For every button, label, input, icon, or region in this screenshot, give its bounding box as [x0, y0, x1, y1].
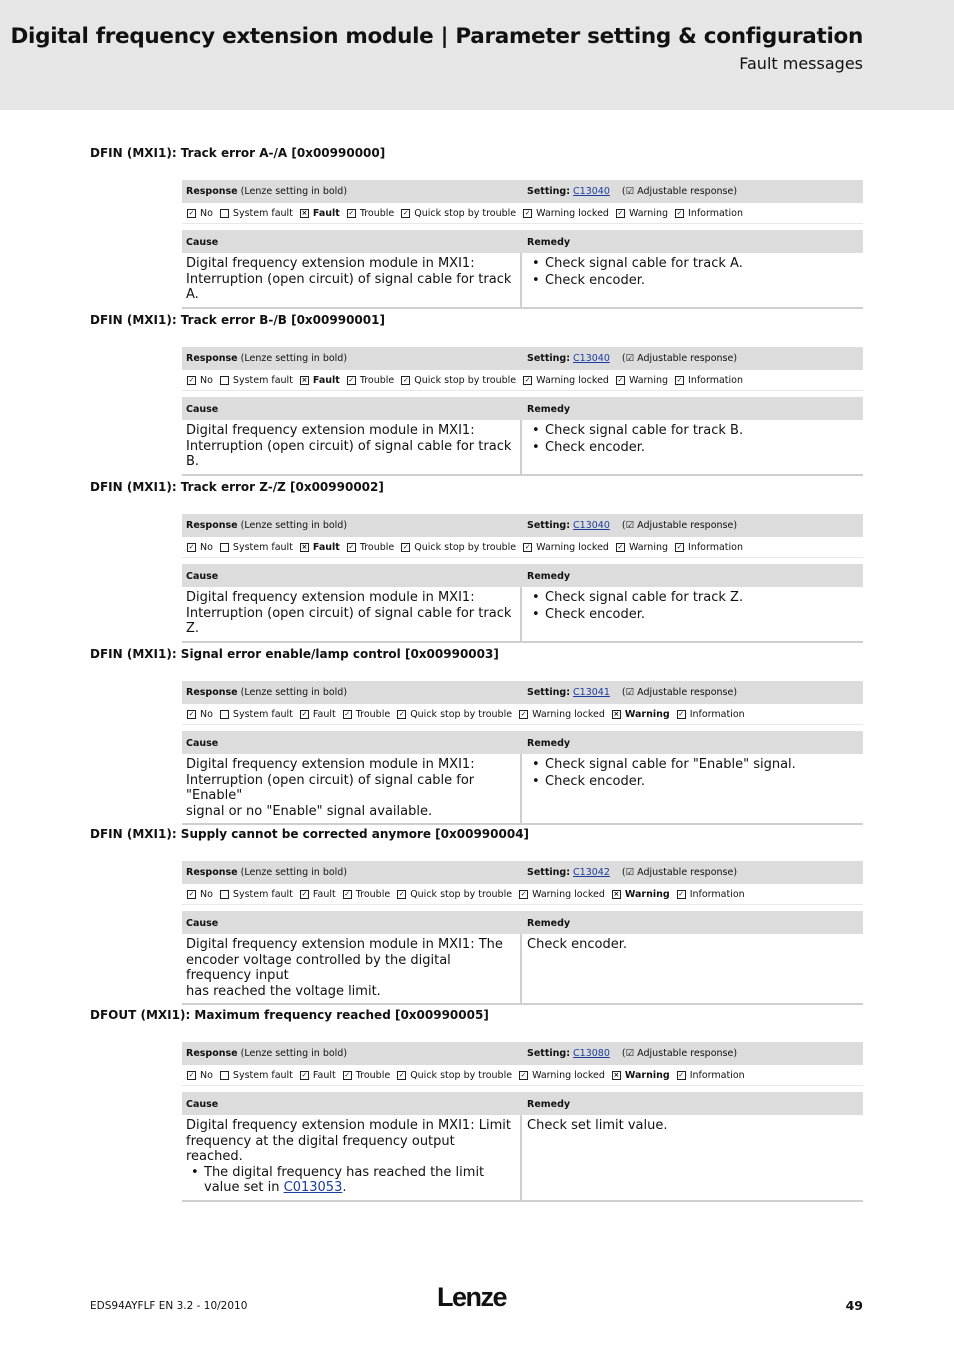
checked-checkbox-icon: ✓: [348, 542, 355, 551]
option-label: No: [200, 207, 213, 219]
setting-code-link[interactable]: C13041: [573, 687, 610, 698]
selected-checkbox-icon: ×: [613, 709, 620, 718]
cause-remedy-header: [182, 397, 863, 420]
section-title: DFIN (MXI1): Track error Z-/Z [0x00990002]: [90, 480, 384, 494]
response-option-warning-locked: [519, 889, 605, 900]
checked-checkbox-icon: ✓: [617, 208, 624, 217]
checked-checkbox-icon: ✓: [402, 208, 409, 217]
adjustable-note: (☑ Adjustable response): [621, 186, 738, 197]
lenze-logo: Lenze: [437, 1282, 507, 1312]
section-title: DFIN (MXI1): Signal error enable/lamp control [0x00990003]: [90, 647, 499, 661]
adjustable-note: (☑ Adjustable response): [621, 867, 738, 878]
cause-header: Cause: [186, 237, 219, 248]
remedy-cell: [522, 1115, 863, 1200]
adjustable-note: (☑ Adjustable response): [621, 520, 738, 531]
option-label: Warning locked: [536, 541, 609, 553]
cause-cell: [182, 587, 522, 641]
option-label: Information: [689, 888, 745, 900]
remedy-header: Remedy: [527, 571, 571, 582]
response-option-fault: [300, 375, 340, 386]
response-option-trouble: [343, 889, 390, 900]
response-option-quick-stop-by-trouble: [397, 889, 512, 900]
setting-label: Setting:: [527, 186, 570, 197]
option-label: Fault: [312, 888, 336, 900]
response-option-system-fault: [220, 542, 293, 553]
option-label: Warning locked: [532, 708, 605, 720]
remedy-header: Remedy: [527, 237, 571, 248]
checked-checkbox-icon: ✓: [188, 375, 195, 384]
option-label: Trouble: [359, 374, 395, 386]
response-bold-label: Response: [186, 1048, 238, 1059]
option-label: No: [200, 888, 213, 900]
page-title: Digital frequency extension module | Parameter setting & configuration: [10, 24, 863, 49]
adjustable-note: (☑ Adjustable response): [621, 353, 738, 364]
option-label: System fault: [232, 541, 293, 553]
response-label: [186, 687, 347, 698]
setting-code-link[interactable]: C13040: [573, 186, 610, 197]
option-label: Trouble: [355, 1069, 391, 1081]
response-label: [186, 353, 347, 364]
option-label: System fault: [232, 374, 293, 386]
cause-remedy-table: [182, 564, 863, 643]
cause-line: Interruption (open circuit) of signal cable for track A.: [186, 271, 512, 302]
cause-line: Digital frequency extension module in MXI1:: [186, 757, 475, 772]
cause-remedy-table: [182, 1092, 863, 1202]
checked-checkbox-icon: ✓: [398, 889, 405, 898]
cause-remedy-header: [182, 731, 863, 754]
cause-line: Digital frequency extension module in MXI1:: [186, 256, 475, 271]
cause-remedy-row: [182, 934, 863, 1005]
option-label: System fault: [232, 1069, 293, 1081]
empty-checkbox-icon: [220, 710, 229, 719]
response-option-warning: [616, 208, 668, 219]
option-label: Information: [689, 708, 745, 720]
option-label: No: [200, 708, 213, 720]
response-note: (Lenze setting in bold): [240, 186, 348, 197]
option-label: No: [200, 1069, 213, 1081]
response-option-warning-locked: [523, 208, 609, 219]
cause-line: Digital frequency extension module in MXI1:: [186, 590, 475, 605]
cause-cell: [182, 420, 522, 474]
selected-checkbox-icon: ×: [613, 889, 620, 898]
setting-label: Setting:: [527, 687, 570, 698]
remedy-header: Remedy: [527, 918, 571, 929]
response-table: [182, 514, 863, 558]
response-option-system-fault: [220, 889, 293, 900]
response-option-trouble: [347, 542, 394, 553]
cause-line: Digital frequency extension module in MXI1:: [186, 423, 475, 438]
cause-line: Interruption (open circuit) of signal cable for track Z.: [186, 605, 512, 636]
cause-header: Cause: [186, 918, 219, 929]
checked-checkbox-icon: ✓: [348, 375, 355, 384]
cause-bullet-text: The digital frequency has reached the limit value set in: [204, 1164, 485, 1195]
remedy-header: Remedy: [527, 738, 571, 749]
response-note: (Lenze setting in bold): [240, 867, 348, 878]
setting-label: Setting:: [527, 353, 570, 364]
response-option-warning-locked: [519, 709, 605, 720]
checked-checkbox-icon: ✓: [402, 375, 409, 384]
option-label: Warning locked: [536, 374, 609, 386]
cause-bullet-suffix: .: [342, 1180, 347, 1195]
response-label: [186, 1048, 347, 1059]
remedy-cell: [522, 253, 863, 307]
remedy-text: Check encoder.: [527, 937, 627, 952]
response-option-quick-stop-by-trouble: [401, 208, 516, 219]
response-options: [182, 1065, 863, 1086]
option-label: Quick stop by trouble: [410, 708, 513, 720]
response-option-no: [187, 889, 213, 900]
checked-checkbox-icon: ✓: [678, 889, 685, 898]
checked-checkbox-icon: ✓: [301, 709, 308, 718]
option-label: Warning locked: [532, 1069, 605, 1081]
option-label: Quick stop by trouble: [414, 541, 517, 553]
response-option-warning-locked: [519, 1070, 605, 1081]
cause-remedy-row: [182, 253, 863, 309]
response-header: [182, 681, 863, 704]
cause-line: signal or no "Enable" signal available.: [186, 803, 433, 819]
empty-checkbox-icon: [220, 376, 229, 385]
checked-checkbox-icon: ✓: [617, 375, 624, 384]
response-note: (Lenze setting in bold): [240, 520, 348, 531]
option-label: Fault: [312, 207, 340, 219]
remedy-cell: [522, 754, 863, 823]
option-label: Trouble: [359, 541, 395, 553]
selected-checkbox-icon: ×: [301, 375, 308, 384]
remedy-bullet: • Check encoder.: [527, 440, 858, 457]
checked-checkbox-icon: ✓: [678, 709, 685, 718]
adjustable-note: (☑ Adjustable response): [621, 1048, 738, 1059]
cause-remedy-header: [182, 1092, 863, 1115]
setting-info: [527, 353, 737, 364]
option-label: Warning locked: [532, 888, 605, 900]
cause-remedy-row: [182, 420, 863, 476]
setting-code-link[interactable]: C13042: [573, 867, 610, 878]
response-bold-label: Response: [186, 186, 238, 197]
setting-info: [527, 1048, 737, 1059]
option-label: Warning: [628, 207, 669, 219]
response-option-quick-stop-by-trouble: [397, 1070, 512, 1081]
cause-remedy-table: [182, 911, 863, 1005]
response-header: [182, 1042, 863, 1065]
checked-checkbox-icon: ✓: [676, 208, 683, 217]
response-option-fault: [300, 208, 340, 219]
response-header: [182, 861, 863, 884]
checked-checkbox-icon: ✓: [188, 542, 195, 551]
response-header: [182, 347, 863, 370]
option-label: Information: [688, 207, 744, 219]
checked-checkbox-icon: ✓: [676, 375, 683, 384]
checked-checkbox-icon: ✓: [398, 1070, 405, 1079]
document-id: EDS94AYFLF EN 3.2 - 10/2010: [90, 1300, 248, 1312]
response-option-warning: [612, 709, 670, 720]
checked-checkbox-icon: ✓: [344, 1070, 351, 1079]
remedy-header: Remedy: [527, 404, 571, 415]
response-label: [186, 186, 347, 197]
adjustable-note: (☑ Adjustable response): [621, 687, 738, 698]
cause-remedy-table: [182, 397, 863, 476]
cause-parameter-link[interactable]: C013053: [283, 1180, 343, 1195]
checked-checkbox-icon: ✓: [520, 1070, 527, 1079]
remedy-bullets: [527, 757, 858, 790]
empty-checkbox-icon: [220, 890, 229, 899]
response-option-information: [675, 208, 743, 219]
setting-info: [527, 520, 737, 531]
option-label: Warning: [628, 541, 669, 553]
response-option-system-fault: [220, 375, 293, 386]
checked-checkbox-icon: ✓: [520, 889, 527, 898]
cause-remedy-header: [182, 564, 863, 587]
checked-checkbox-icon: ✓: [188, 889, 195, 898]
option-label: System fault: [232, 207, 293, 219]
option-label: Quick stop by trouble: [414, 374, 517, 386]
response-note: (Lenze setting in bold): [240, 687, 348, 698]
response-table: [182, 347, 863, 391]
response-note: (Lenze setting in bold): [240, 1048, 348, 1059]
response-option-system-fault: [220, 1070, 293, 1081]
remedy-cell: [522, 420, 863, 474]
setting-label: Setting:: [527, 867, 570, 878]
cause-header: Cause: [186, 738, 219, 749]
cause-cell: [182, 1115, 522, 1200]
cause-remedy-table: [182, 230, 863, 309]
response-note: (Lenze setting in bold): [240, 353, 348, 364]
response-option-trouble: [343, 1070, 390, 1081]
response-option-no: [187, 542, 213, 553]
response-options: [182, 203, 863, 224]
response-option-information: [677, 889, 745, 900]
response-bold-label: Response: [186, 867, 238, 878]
selected-checkbox-icon: ×: [613, 1070, 620, 1079]
response-option-no: [187, 375, 213, 386]
checked-checkbox-icon: ✓: [524, 542, 531, 551]
setting-label: Setting:: [527, 1048, 570, 1059]
remedy-bullets: [527, 256, 858, 289]
cause-bullets: [186, 1165, 515, 1196]
cause-header: Cause: [186, 1099, 219, 1110]
option-label: Fault: [312, 541, 340, 553]
checked-checkbox-icon: ✓: [301, 1070, 308, 1079]
selected-checkbox-icon: ×: [301, 208, 308, 217]
response-table: [182, 1042, 863, 1086]
checked-checkbox-icon: ✓: [617, 542, 624, 551]
section-title: DFIN (MXI1): Track error B-/B [0x00990001]: [90, 313, 385, 327]
setting-info: [527, 867, 737, 878]
option-label: Trouble: [359, 207, 395, 219]
section-title: DFOUT (MXI1): Maximum frequency reached [0x00990005]: [90, 1008, 489, 1022]
option-label: Warning: [628, 374, 669, 386]
selected-checkbox-icon: ×: [301, 542, 308, 551]
response-bold-label: Response: [186, 687, 238, 698]
response-table: [182, 861, 863, 905]
cause-remedy-header: [182, 911, 863, 934]
option-label: Quick stop by trouble: [410, 1069, 513, 1081]
remedy-bullets: [527, 590, 858, 623]
option-label: Warning locked: [536, 207, 609, 219]
cause-bullet: [186, 1165, 515, 1196]
response-option-warning: [612, 889, 670, 900]
checked-checkbox-icon: ✓: [524, 375, 531, 384]
cause-line: has reached the voltage limit.: [186, 983, 381, 999]
remedy-cell: [522, 587, 863, 641]
remedy-cell: [522, 934, 863, 1003]
checked-checkbox-icon: ✓: [348, 208, 355, 217]
response-option-system-fault: [220, 709, 293, 720]
response-options: [182, 370, 863, 391]
setting-code-link[interactable]: C13080: [573, 1048, 610, 1059]
cause-remedy-row: [182, 1115, 863, 1202]
remedy-bullet: • Check encoder.: [527, 774, 858, 791]
cause-remedy-table: [182, 731, 863, 825]
response-options: [182, 884, 863, 905]
checked-checkbox-icon: ✓: [188, 709, 195, 718]
cause-line: frequency at the digital frequency output reached.: [186, 1133, 455, 1164]
empty-checkbox-icon: [220, 543, 229, 552]
option-label: No: [200, 541, 213, 553]
response-option-information: [675, 375, 743, 386]
response-option-warning-locked: [523, 542, 609, 553]
option-label: Fault: [312, 374, 340, 386]
remedy-bullets: [527, 423, 858, 456]
remedy-bullet: • Check encoder.: [527, 273, 858, 290]
section-title: DFIN (MXI1): Supply cannot be corrected anymore [0x00990004]: [90, 827, 530, 841]
cause-line: encoder voltage controlled by the digital frequency input: [186, 952, 451, 983]
checked-checkbox-icon: ✓: [301, 889, 308, 898]
option-label: Information: [688, 541, 744, 553]
empty-checkbox-icon: [220, 209, 229, 218]
option-label: Information: [688, 374, 744, 386]
section-title: DFIN (MXI1): Track error A-/A [0x00990000]: [90, 146, 386, 160]
checked-checkbox-icon: ✓: [524, 208, 531, 217]
option-label: System fault: [232, 708, 293, 720]
response-bold-label: Response: [186, 353, 238, 364]
option-label: No: [200, 374, 213, 386]
checked-checkbox-icon: ✓: [520, 709, 527, 718]
response-bold-label: Response: [186, 520, 238, 531]
response-option-trouble: [347, 208, 394, 219]
empty-checkbox-icon: [220, 1071, 229, 1080]
option-label: Quick stop by trouble: [414, 207, 517, 219]
option-label: Trouble: [355, 888, 391, 900]
option-label: Warning: [624, 708, 670, 720]
cause-cell: [182, 754, 522, 823]
response-header: [182, 180, 863, 203]
remedy-bullet: • Check encoder.: [527, 607, 858, 624]
response-option-quick-stop-by-trouble: [401, 375, 516, 386]
cause-line: Digital frequency extension module in MXI1: Limit: [186, 1118, 511, 1133]
response-option-system-fault: [220, 208, 293, 219]
response-option-no: [187, 709, 213, 720]
response-option-trouble: [347, 375, 394, 386]
remedy-bullet: • Check signal cable for track B.: [527, 423, 858, 440]
cause-header: Cause: [186, 404, 219, 415]
option-label: Quick stop by trouble: [410, 888, 513, 900]
cause-remedy-header: [182, 230, 863, 253]
response-option-fault: [300, 542, 340, 553]
setting-code-link[interactable]: C13040: [573, 353, 610, 364]
response-option-quick-stop-by-trouble: [401, 542, 516, 553]
option-label: Warning: [624, 1069, 670, 1081]
setting-info: [527, 186, 737, 197]
option-label: Fault: [312, 708, 336, 720]
cause-header: Cause: [186, 571, 219, 582]
page-subtitle: Fault messages: [739, 54, 863, 73]
option-label: Warning: [624, 888, 670, 900]
response-option-warning: [616, 375, 668, 386]
response-label: [186, 520, 347, 531]
response-table: [182, 180, 863, 224]
response-options: [182, 537, 863, 558]
response-option-fault: [300, 889, 336, 900]
response-option-information: [677, 1070, 745, 1081]
checked-checkbox-icon: ✓: [402, 542, 409, 551]
response-option-warning: [616, 542, 668, 553]
cause-remedy-row: [182, 587, 863, 643]
response-option-warning-locked: [523, 375, 609, 386]
cause-line: Interruption (open circuit) of signal cable for track B.: [186, 438, 512, 469]
response-option-no: [187, 1070, 213, 1081]
page-number: 49: [845, 1298, 863, 1313]
remedy-header: Remedy: [527, 1099, 571, 1110]
option-label: System fault: [232, 888, 293, 900]
option-label: Trouble: [355, 708, 391, 720]
checked-checkbox-icon: ✓: [344, 709, 351, 718]
cause-cell: [182, 934, 522, 1003]
response-option-warning: [612, 1070, 670, 1081]
response-option-trouble: [343, 709, 390, 720]
response-option-no: [187, 208, 213, 219]
cause-cell: [182, 253, 522, 307]
checked-checkbox-icon: ✓: [188, 1070, 195, 1079]
response-option-quick-stop-by-trouble: [397, 709, 512, 720]
response-label: [186, 867, 347, 878]
response-header: [182, 514, 863, 537]
response-table: [182, 681, 863, 725]
page-header: [0, 0, 954, 110]
setting-info: [527, 687, 737, 698]
cause-remedy-row: [182, 754, 863, 825]
setting-code-link[interactable]: C13040: [573, 520, 610, 531]
remedy-bullet: • Check signal cable for track A.: [527, 256, 858, 273]
remedy-text: Check set limit value.: [527, 1118, 668, 1133]
checked-checkbox-icon: ✓: [344, 889, 351, 898]
setting-label: Setting:: [527, 520, 570, 531]
remedy-bullet: • Check signal cable for "Enable" signal.: [527, 757, 858, 774]
cause-line: Interruption (open circuit) of signal cable for "Enable": [186, 772, 475, 803]
cause-line: Digital frequency extension module in MXI1: The: [186, 937, 503, 952]
remedy-bullet: • Check signal cable for track Z.: [527, 590, 858, 607]
checked-checkbox-icon: ✓: [676, 542, 683, 551]
response-option-information: [675, 542, 743, 553]
checked-checkbox-icon: ✓: [678, 1070, 685, 1079]
option-label: Fault: [312, 1069, 336, 1081]
checked-checkbox-icon: ✓: [398, 709, 405, 718]
checked-checkbox-icon: ✓: [188, 208, 195, 217]
response-option-fault: [300, 1070, 336, 1081]
response-option-information: [677, 709, 745, 720]
response-option-fault: [300, 709, 336, 720]
response-options: [182, 704, 863, 725]
option-label: Information: [689, 1069, 745, 1081]
